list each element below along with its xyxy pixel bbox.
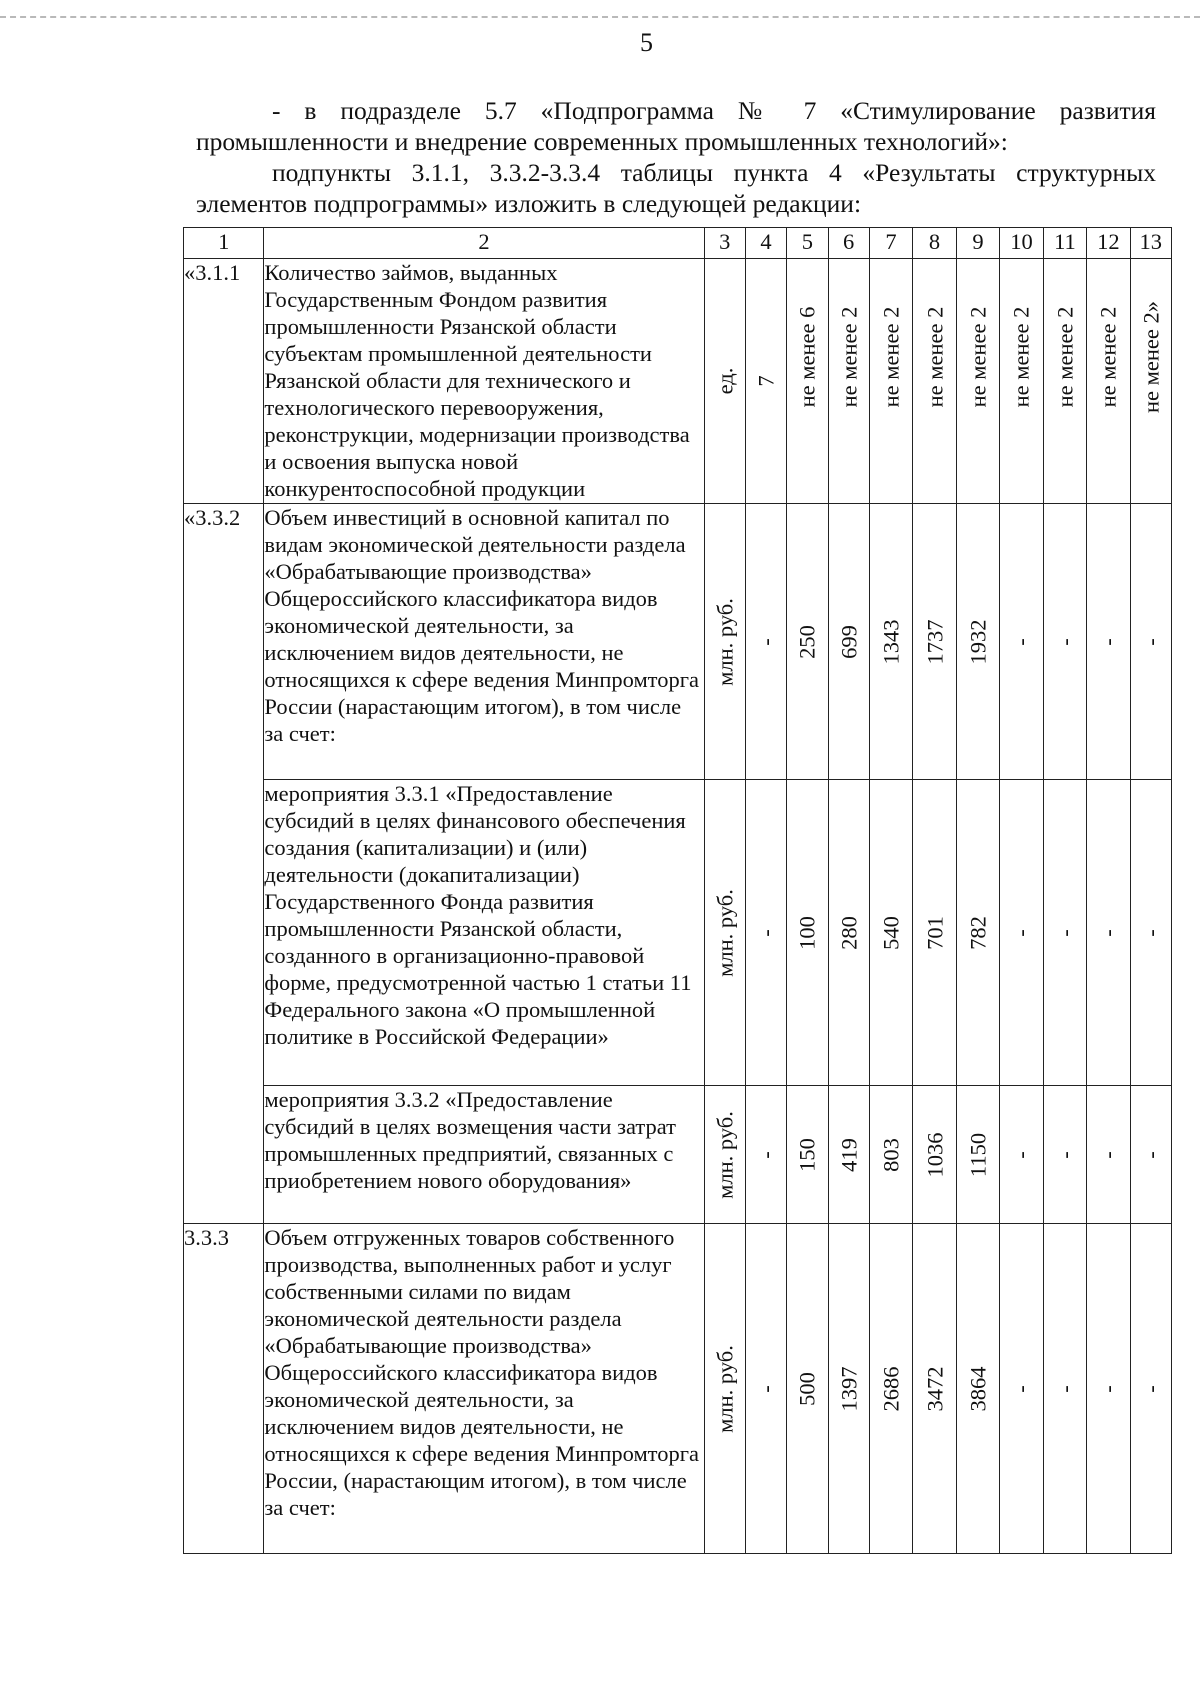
value-text: 1150 bbox=[965, 1132, 991, 1177]
row-code: 3.3.3 bbox=[184, 1224, 264, 1554]
header-cell: 12 bbox=[1087, 228, 1130, 259]
header-cell: 3 bbox=[704, 228, 745, 259]
intro-text bbox=[196, 95, 1156, 219]
value-cell bbox=[1087, 504, 1130, 780]
row-description: Количество займов, выданных Государственным Фондом развития промышленности Рязанской области субъектам промышленной деятельности Рязанской области для технического и технологического перевооружения, реконструкции, модернизации производства и освоения выпуска новой конкурентоспособной продукции bbox=[264, 259, 704, 504]
unit-cell bbox=[704, 504, 745, 780]
value-cell bbox=[828, 504, 869, 780]
value-cell bbox=[869, 504, 912, 780]
value-text: 150 bbox=[794, 1137, 820, 1172]
header-cell: 13 bbox=[1130, 228, 1171, 259]
value-cell bbox=[956, 1086, 999, 1224]
value-cell bbox=[869, 780, 912, 1086]
value-text: - bbox=[1052, 928, 1078, 937]
value-cell bbox=[956, 259, 999, 504]
value-text: - bbox=[753, 928, 779, 937]
unit-cell bbox=[704, 780, 745, 1086]
header-cell: 4 bbox=[745, 228, 786, 259]
value-cell bbox=[1043, 1086, 1086, 1224]
value-cell bbox=[1043, 504, 1086, 780]
value-text: - bbox=[1095, 637, 1121, 646]
value-text: 7 bbox=[753, 375, 779, 387]
value-text: 3472 bbox=[922, 1366, 947, 1411]
value-text: не менее 2 bbox=[1008, 306, 1034, 407]
unit-text: млн. руб. bbox=[712, 597, 738, 686]
value-text: 701 bbox=[922, 915, 947, 950]
unit-cell bbox=[704, 1086, 745, 1224]
value-cell bbox=[1130, 780, 1171, 1086]
intro-paragraph-1: - в подразделе 5.7 «Подпрограмма № 7 «Стимулирование развития промышленности и внедрение современных промышленных технологий»: bbox=[196, 96, 1156, 156]
value-cell bbox=[1130, 504, 1171, 780]
value-cell bbox=[913, 259, 956, 504]
value-cell bbox=[828, 780, 869, 1086]
value-text: 2686 bbox=[878, 1366, 904, 1411]
value-cell bbox=[745, 259, 786, 504]
row-description: мероприятия 3.3.1 «Предоставление субсидий в целях финансового обеспечения создания (капитализации) и (или) деятельности (докапитализации) Государственного Фонда развития промышленности Рязанской области, созданного в организационно-правовой форме, предусмотренной частью 1 статьи 11 Федерального закона «О промышленной политике в Российской Федерации» bbox=[264, 780, 704, 1086]
value-text: не менее 2 bbox=[878, 306, 904, 407]
value-text: 803 bbox=[878, 1137, 904, 1172]
value-cell bbox=[1043, 780, 1086, 1086]
value-text: 699 bbox=[836, 624, 862, 659]
value-text: - bbox=[1138, 637, 1164, 646]
table-header-row bbox=[184, 228, 1172, 259]
row-description: Объем инвестиций в основной капитал по видам экономической деятельности раздела «Обрабатывающие производства» Общероссийского классификатора видов экономической деятельности, за исключением видов деятельности, не относящихся к сфере ведения Минпромторга России (нарастающим итогом), в том числе за счет: bbox=[264, 504, 704, 780]
value-text: - bbox=[1138, 1384, 1164, 1393]
value-text: - bbox=[753, 637, 779, 646]
header-cell: 8 bbox=[913, 228, 956, 259]
table-row-measure-3-3-2 bbox=[184, 1086, 1172, 1224]
value-text: - bbox=[1138, 928, 1164, 937]
header-cell: 6 bbox=[828, 228, 869, 259]
value-text: 1932 bbox=[965, 619, 991, 664]
value-text: не менее 2 bbox=[965, 306, 991, 407]
value-cell bbox=[869, 1224, 912, 1554]
value-cell bbox=[913, 504, 956, 780]
value-cell bbox=[745, 1086, 786, 1224]
value-cell bbox=[956, 504, 999, 780]
row-code: «3.3.2 bbox=[184, 504, 264, 1224]
value-text: - bbox=[753, 1150, 779, 1159]
header-cell: 7 bbox=[869, 228, 912, 259]
value-text: - bbox=[1008, 637, 1034, 646]
value-cell bbox=[1087, 1224, 1130, 1554]
results-table bbox=[183, 227, 1172, 1554]
value-cell bbox=[745, 780, 786, 1086]
value-text: не менее 2 bbox=[922, 306, 947, 407]
row-description: мероприятия 3.3.2 «Предоставление субсидий в целях возмещения части затрат промышленных предприятий, связанных с приобретением нового оборудования» bbox=[264, 1086, 704, 1224]
value-text: 1397 bbox=[836, 1366, 862, 1411]
value-text: не менее 2 bbox=[836, 306, 862, 407]
scan-edge-line bbox=[0, 16, 1200, 18]
header-cell: 2 bbox=[264, 228, 704, 259]
table-row-measure-3-3-1 bbox=[184, 780, 1172, 1086]
value-cell bbox=[787, 504, 828, 780]
table-row-3-1-1 bbox=[184, 259, 1172, 504]
value-cell bbox=[787, 259, 828, 504]
header-cell: 1 bbox=[184, 228, 264, 259]
value-text: не менее 2» bbox=[1138, 300, 1164, 413]
value-text: - bbox=[1008, 1150, 1034, 1159]
unit-cell bbox=[704, 259, 745, 504]
value-text: 100 bbox=[794, 915, 820, 950]
value-cell bbox=[1000, 504, 1043, 780]
unit-text: млн. руб. bbox=[712, 888, 738, 977]
unit-cell bbox=[704, 1224, 745, 1554]
value-text: не менее 2 bbox=[1052, 306, 1078, 407]
value-text: - bbox=[1095, 1384, 1121, 1393]
unit-text: ед. bbox=[712, 367, 738, 395]
value-cell bbox=[1130, 1086, 1171, 1224]
value-cell bbox=[787, 780, 828, 1086]
value-text: 782 bbox=[965, 915, 991, 950]
value-text: 3864 bbox=[965, 1366, 991, 1411]
table-row-3-3-2 bbox=[184, 504, 1172, 780]
value-text: 250 bbox=[794, 624, 820, 659]
value-cell bbox=[828, 1224, 869, 1554]
value-cell bbox=[913, 780, 956, 1086]
value-cell bbox=[1087, 259, 1130, 504]
value-text: - bbox=[1095, 1150, 1121, 1159]
value-cell bbox=[869, 259, 912, 504]
value-text: - bbox=[1138, 1150, 1164, 1159]
value-cell bbox=[913, 1086, 956, 1224]
value-cell bbox=[1000, 259, 1043, 504]
value-cell bbox=[745, 1224, 786, 1554]
value-text: - bbox=[1008, 1384, 1034, 1393]
value-text: не менее 2 bbox=[1095, 306, 1121, 407]
intro-paragraph-2: подпункты 3.1.1, 3.3.2-3.3.4 таблицы пункта 4 «Результаты структурных элементов подпрограммы» изложить в следующей редакции: bbox=[196, 158, 1156, 218]
value-text: 280 bbox=[836, 915, 862, 950]
unit-text: млн. руб. bbox=[712, 1110, 738, 1199]
value-cell bbox=[956, 780, 999, 1086]
value-cell bbox=[869, 1086, 912, 1224]
row-description: Объем отгруженных товаров собственного производства, выполненных работ и услуг собственными силами по видам экономической деятельности раздела «Обрабатывающие производства» Общероссийского классификатора видов экономической деятельности, за исключением видов деятельности, не относящихся к сфере ведения Минпромторга России, (нарастающим итогом), в том числе за счет: bbox=[264, 1224, 704, 1554]
value-text: 1036 bbox=[922, 1132, 947, 1177]
value-cell bbox=[1000, 1086, 1043, 1224]
value-text: - bbox=[1095, 928, 1121, 937]
value-text: - bbox=[1052, 1384, 1078, 1393]
header-cell: 9 bbox=[956, 228, 999, 259]
header-cell: 5 bbox=[787, 228, 828, 259]
value-cell bbox=[1000, 1224, 1043, 1554]
page-number: 5 bbox=[640, 28, 653, 57]
value-text: 1343 bbox=[878, 619, 904, 664]
value-cell bbox=[1130, 1224, 1171, 1554]
value-cell bbox=[1087, 780, 1130, 1086]
unit-text: млн. руб. bbox=[712, 1344, 738, 1433]
header-cell: 10 bbox=[1000, 228, 1043, 259]
value-text: не менее 6 bbox=[794, 306, 820, 407]
value-cell bbox=[1087, 1086, 1130, 1224]
value-text: 419 bbox=[836, 1137, 862, 1172]
header-cell: 11 bbox=[1043, 228, 1086, 259]
value-text: 500 bbox=[794, 1371, 820, 1406]
value-text: - bbox=[1008, 928, 1034, 937]
value-cell bbox=[828, 1086, 869, 1224]
value-cell bbox=[913, 1224, 956, 1554]
value-cell bbox=[745, 504, 786, 780]
value-cell bbox=[1000, 780, 1043, 1086]
row-code: «3.1.1 bbox=[184, 259, 264, 504]
value-cell bbox=[1043, 259, 1086, 504]
value-text: - bbox=[1052, 1150, 1078, 1159]
value-text: - bbox=[753, 1384, 779, 1393]
value-cell bbox=[787, 1224, 828, 1554]
value-cell bbox=[1043, 1224, 1086, 1554]
value-text: 540 bbox=[878, 915, 904, 950]
value-text: 1737 bbox=[922, 619, 947, 664]
value-cell bbox=[828, 259, 869, 504]
value-cell bbox=[956, 1224, 999, 1554]
value-text: - bbox=[1052, 637, 1078, 646]
value-cell bbox=[787, 1086, 828, 1224]
table-row-3-3-3 bbox=[184, 1224, 1172, 1554]
value-cell bbox=[1130, 259, 1171, 504]
